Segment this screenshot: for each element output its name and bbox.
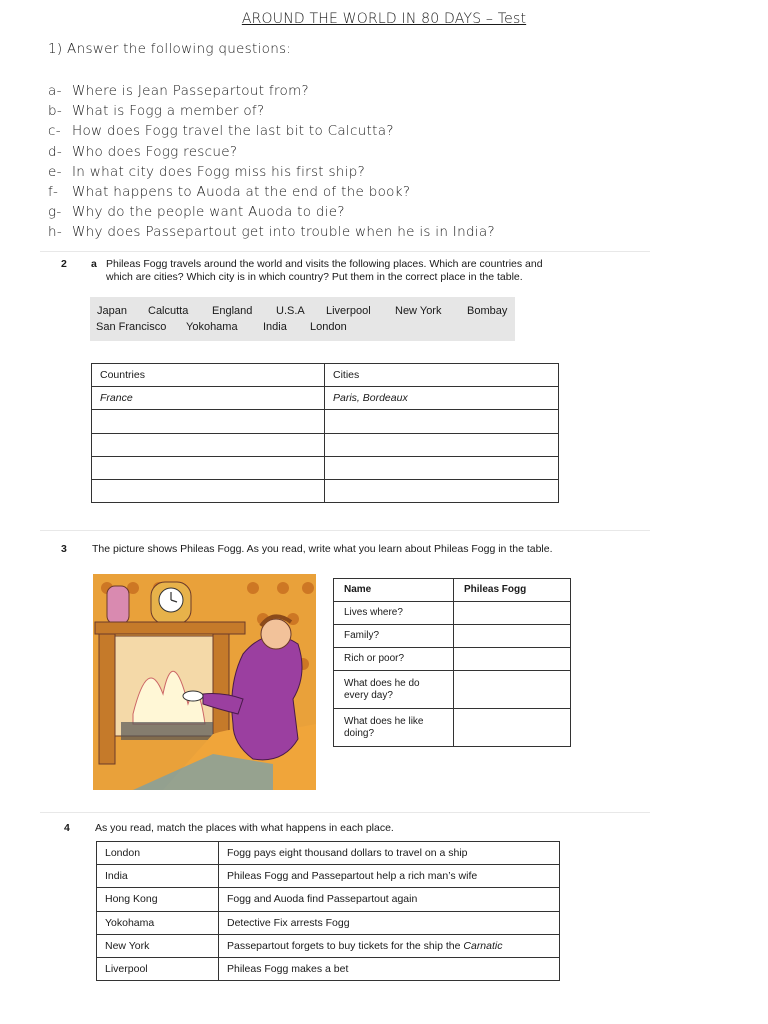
table-row — [97, 865, 560, 888]
row-label: every day? — [344, 689, 393, 701]
event-cell — [219, 911, 560, 934]
question-item — [48, 202, 495, 222]
table-row — [92, 387, 559, 410]
phileas-fogg-table — [333, 578, 571, 747]
question-text: Why do the people want Auoda to die? — [72, 204, 345, 221]
question-item — [48, 81, 495, 101]
table-cell-blank[interactable] — [92, 410, 325, 433]
event-text: Fogg and Auoda find Passepartout again — [227, 893, 418, 906]
word-item: Bombay — [467, 305, 508, 317]
place-cell: London — [97, 842, 219, 865]
question-item — [48, 222, 495, 242]
word-item: Liverpool — [326, 305, 371, 317]
table-header-row — [92, 364, 559, 387]
table-cell-blank[interactable] — [454, 602, 571, 625]
word-item: Japan — [97, 305, 127, 317]
word-item: Yokohama — [186, 321, 238, 333]
table-cell — [334, 671, 454, 709]
phileas-fogg-illustration — [93, 574, 316, 790]
section4-instruction: As you read, match the places with what happens in each place. — [95, 822, 394, 834]
table-row — [334, 625, 571, 648]
event-cell — [219, 934, 560, 957]
word-box — [90, 297, 515, 341]
table-cell-blank[interactable] — [325, 433, 559, 456]
section-divider — [40, 251, 650, 252]
question-text: Who does Fogg rescue? — [72, 143, 238, 160]
table-row — [334, 602, 571, 625]
word-item: New York — [395, 305, 442, 317]
row-label: Family? — [344, 630, 380, 641]
table-row — [334, 671, 571, 709]
table-cell-blank[interactable] — [454, 625, 571, 648]
event-text: Fogg pays eight thousand dollars to travel on a ship — [227, 847, 468, 860]
event-text: Phileas Fogg and Passepartout help a rich man’s wife — [227, 870, 478, 883]
event-cell — [219, 888, 560, 911]
table-header-cell: Phileas Fogg — [454, 579, 571, 602]
section3-instruction: The picture shows Phileas Fogg. As you read, write what you learn about Phileas Fogg in the table. — [92, 543, 553, 555]
table-row — [97, 842, 560, 865]
word-item: London — [310, 321, 347, 333]
table-cell-blank[interactable] — [92, 456, 325, 479]
word-item: England — [212, 305, 253, 317]
place-cell: Yokohama — [97, 911, 219, 934]
question-list — [48, 81, 495, 243]
question-letter: b- — [48, 103, 63, 120]
table-cell-blank[interactable] — [325, 410, 559, 433]
table-cell-blank[interactable] — [92, 433, 325, 456]
question-letter: d- — [48, 143, 63, 160]
section-divider — [40, 812, 650, 813]
row-label: What does he like — [344, 715, 424, 727]
table-row — [92, 433, 559, 456]
question-letter: e- — [48, 163, 62, 180]
table-header-cell: Name — [334, 579, 454, 602]
question-letter: c- — [48, 123, 61, 140]
table-row — [334, 648, 571, 671]
table-cell-blank[interactable] — [325, 456, 559, 479]
word-item: India — [263, 321, 287, 333]
question-item — [48, 182, 495, 202]
event-text-italic: Carnatic — [463, 939, 503, 952]
place-cell: India — [97, 865, 219, 888]
question-letter: a- — [48, 83, 62, 99]
row-label: Lives where? — [344, 607, 403, 618]
row-label: What does he do — [344, 677, 420, 689]
table-cell — [334, 709, 454, 747]
question-text: How does Fogg travel the last bit to Calcutta? — [72, 123, 394, 140]
event-cell — [219, 842, 560, 865]
question-item — [48, 101, 495, 121]
question-letter: h- — [48, 224, 63, 241]
section2-instruction-line: Phileas Fogg travels around the world and visits the following places. Which are countries and — [106, 258, 543, 270]
question-text: What happens to Auoda at the end of the book? — [72, 183, 411, 200]
table-row — [97, 934, 560, 957]
table-cell — [334, 602, 454, 625]
question-text: Why does Passepartout get into trouble when he is in India? — [72, 224, 495, 241]
question-text: In what city does Fogg miss his first ship? — [72, 163, 366, 180]
place-cell: Hong Kong — [97, 888, 219, 911]
table-row — [97, 888, 560, 911]
place-cell: New York — [97, 934, 219, 957]
table-cell — [334, 648, 454, 671]
word-item: U.S.A — [276, 305, 305, 317]
table-cell — [334, 625, 454, 648]
section2-sub-letter — [91, 258, 97, 271]
row-label: Rich or poor? — [344, 653, 405, 664]
table-cell-blank[interactable] — [325, 479, 559, 502]
table-cell-blank[interactable] — [454, 648, 571, 671]
word-item: San Francisco — [96, 321, 167, 333]
section1-heading: 1) Answer the following questions: — [48, 41, 292, 57]
event-text: Passepartout forgets to buy tickets for the ship the — [227, 939, 464, 952]
places-events-table — [96, 841, 560, 981]
table-row — [92, 456, 559, 479]
section2-instruction — [106, 258, 606, 284]
question-item — [48, 121, 495, 141]
event-cell — [219, 957, 560, 980]
table-row — [334, 709, 571, 747]
table-cell-blank[interactable] — [454, 709, 571, 747]
table-cell-blank[interactable] — [92, 479, 325, 502]
question-item — [48, 142, 495, 162]
table-cell: France — [92, 387, 325, 410]
question-letter: f- — [48, 183, 59, 200]
place-cell: Liverpool — [97, 957, 219, 980]
row-label: doing? — [344, 727, 375, 739]
section4-number: 4 — [64, 822, 70, 834]
table-row — [97, 957, 560, 980]
question-item — [48, 162, 495, 182]
table-header-cell: Cities — [325, 364, 559, 387]
event-text: Phileas Fogg makes a bet — [227, 963, 349, 976]
section-divider — [40, 530, 650, 531]
table-header-cell: Countries — [92, 364, 325, 387]
table-cell: Paris, Bordeaux — [325, 387, 559, 410]
section2-number: 2 — [61, 258, 67, 270]
table-row — [92, 410, 559, 433]
word-item: Calcutta — [148, 305, 189, 317]
countries-cities-table — [91, 363, 559, 503]
section2-instruction-line: which are cities? Which city is in which country? Put them in the correct place in the table. — [106, 271, 523, 283]
event-cell — [219, 865, 560, 888]
question-text: Where is Jean Passepartout from? — [72, 83, 309, 99]
section3-number: 3 — [61, 543, 67, 555]
event-text: Detective Fix arrests Fogg — [227, 916, 350, 929]
table-header-row — [334, 579, 571, 602]
question-letter: g- — [48, 204, 62, 221]
question-text: What is Fogg a member of? — [72, 103, 265, 120]
table-row — [97, 911, 560, 934]
table-cell-blank[interactable] — [454, 671, 571, 709]
page-title: AROUND THE WORLD IN 80 DAYS – Test — [241, 11, 527, 27]
table-row — [92, 479, 559, 502]
section2-sub: a — [91, 258, 97, 270]
